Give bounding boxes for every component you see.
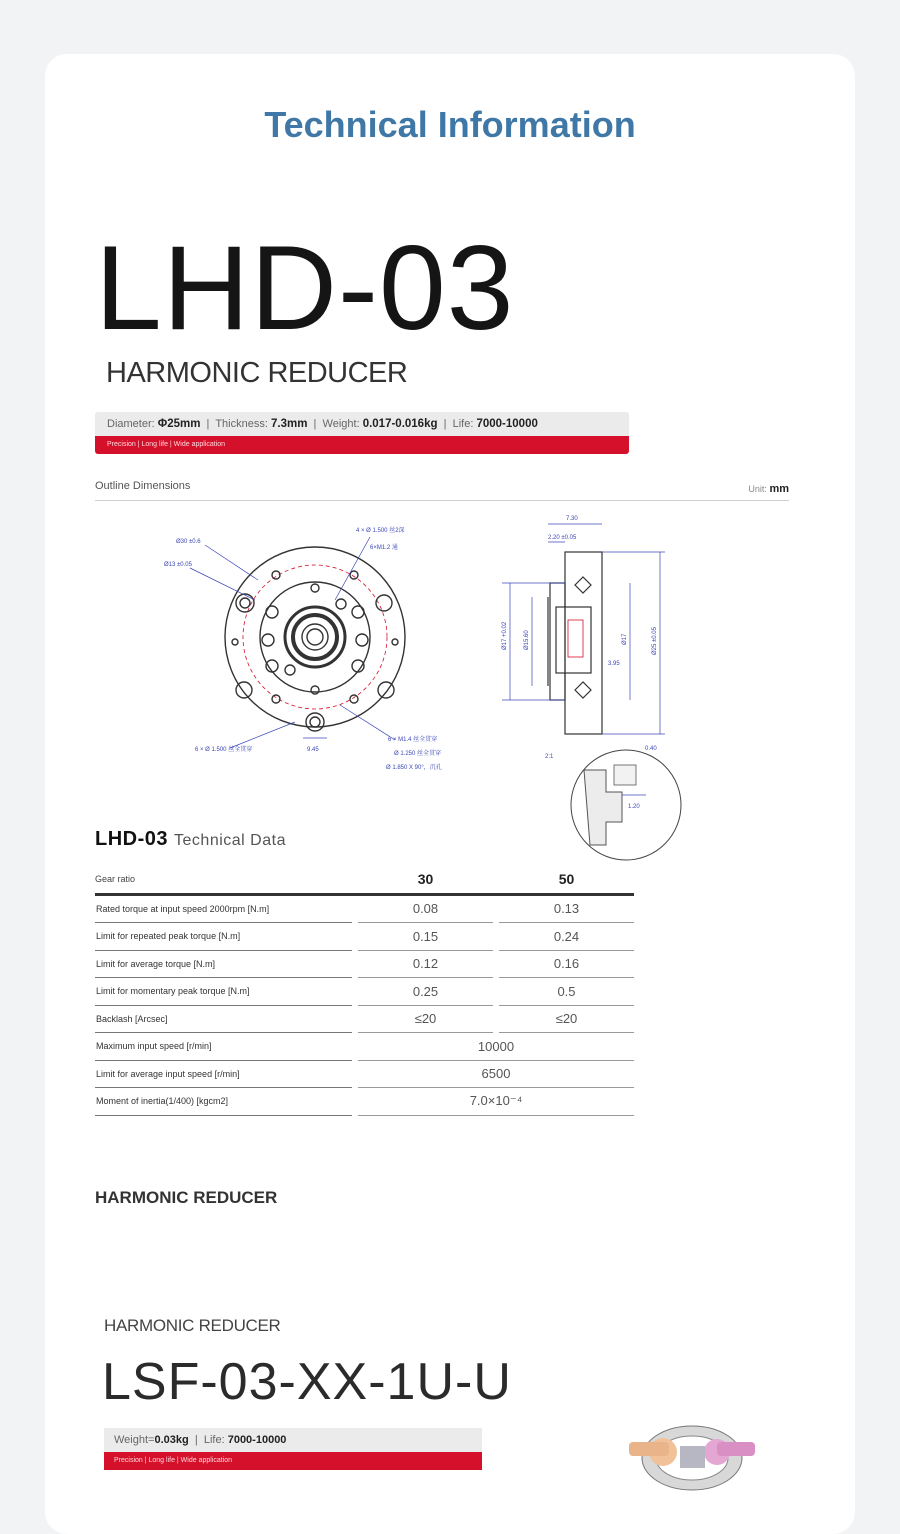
- table-row: Moment of inertia(1/400) [kgcm2] 7.0×10⁻⁴: [95, 1088, 634, 1116]
- svg-text:Ø15.60: Ø15.60: [524, 630, 530, 650]
- svg-text:Ø13 ±0.05: Ø13 ±0.05: [164, 562, 192, 568]
- svg-text:1.20: 1.20: [628, 804, 640, 810]
- outline-title: Outline Dimensions: [95, 480, 191, 492]
- side-view: [548, 552, 602, 734]
- table-row: Limit for average torque [N.m] 0.12 0.16: [95, 950, 634, 978]
- second-product-model: LSF-03-XX-1U-U: [102, 1353, 512, 1411]
- second-product-subtitle: HARMONIC REDUCER: [104, 1316, 281, 1335]
- tech-data-table: [95, 866, 634, 1116]
- svg-text:6 × M1.4 丝全贯穿: 6 × M1.4 丝全贯穿: [388, 737, 438, 743]
- model-title: LHD-03: [95, 221, 515, 355]
- spec-tagline: Precision | Long life | Wide application: [95, 436, 629, 454]
- header-ratio-50: 50: [499, 866, 634, 894]
- svg-text:2.20 ±0.05: 2.20 ±0.05: [548, 535, 577, 541]
- header-ratio-30: 30: [358, 866, 493, 894]
- table-row: Limit for momentary peak torque [N.m] 0.25 0.5: [95, 978, 634, 1006]
- front-view: [225, 547, 405, 731]
- svg-text:Ø 1.850 X 90°，沉孔: Ø 1.850 X 90°，沉孔: [386, 765, 442, 771]
- table-header-row: [95, 866, 634, 894]
- second-spec-summary: Weight=0.03kg | Life: 7000-10000: [104, 1428, 482, 1452]
- svg-text:Ø17 +0.02: Ø17 +0.02: [502, 621, 508, 650]
- detail-view: [571, 750, 681, 860]
- svg-text:Ø 1.250 丝全贯穿: Ø 1.250 丝全贯穿: [394, 751, 442, 757]
- table-row: Limit for average input speed [r/min] 6500: [95, 1060, 634, 1088]
- svg-text:9.45: 9.45: [307, 747, 319, 753]
- table-row: Limit for repeated peak torque [N.m] 0.15 0.24: [95, 923, 634, 951]
- second-spec-bar: [104, 1428, 482, 1474]
- svg-text:Ø17: Ø17: [622, 633, 628, 645]
- svg-text:Ø25 ±0.05: Ø25 ±0.05: [652, 627, 658, 655]
- second-spec-tagline: Precision | Long life | Wide application: [104, 1452, 482, 1470]
- svg-text:6×M1.2 通: 6×M1.2 通: [370, 545, 398, 551]
- svg-text:4 × Ø 1.500 丝2深: 4 × Ø 1.500 丝2深: [356, 528, 405, 534]
- product-subtitle: HARMONIC REDUCER: [106, 357, 408, 389]
- header-gear-ratio: Gear ratio: [95, 866, 352, 894]
- table-row: Backlash [Arcsec] ≤20 ≤20: [95, 1005, 634, 1033]
- table-row: Rated torque at input speed 2000rpm [N.m] 0.08 0.13: [95, 894, 634, 923]
- svg-text:7.30: 7.30: [566, 516, 578, 522]
- svg-text:6 × Ø 1.500 丝全贯穿: 6 × Ø 1.500 丝全贯穿: [195, 747, 253, 753]
- side-dimensions: [502, 524, 665, 734]
- svg-text:Ø30 ±0.6: Ø30 ±0.6: [176, 539, 201, 545]
- unit-label: Unit: mm: [748, 483, 789, 495]
- svg-text:2:1: 2:1: [545, 754, 554, 760]
- table-row: Maximum input speed [r/min] 10000: [95, 1033, 634, 1061]
- tech-data-title: LHD-03 Technical Data: [95, 828, 286, 850]
- front-labels: [164, 526, 442, 771]
- harmonic-reducer-heading: HARMONIC REDUCER: [95, 1188, 278, 1207]
- svg-text:3.95: 3.95: [608, 661, 620, 667]
- section-title: Technical Information: [264, 104, 636, 145]
- spec-summary: Diameter: Φ25mm | Thickness: 7.3mm | Weight: 0.017-0.016kg | Life: 7000-10000: [95, 412, 629, 436]
- product-image: [625, 1418, 760, 1500]
- svg-text:0.40: 0.40: [645, 746, 657, 752]
